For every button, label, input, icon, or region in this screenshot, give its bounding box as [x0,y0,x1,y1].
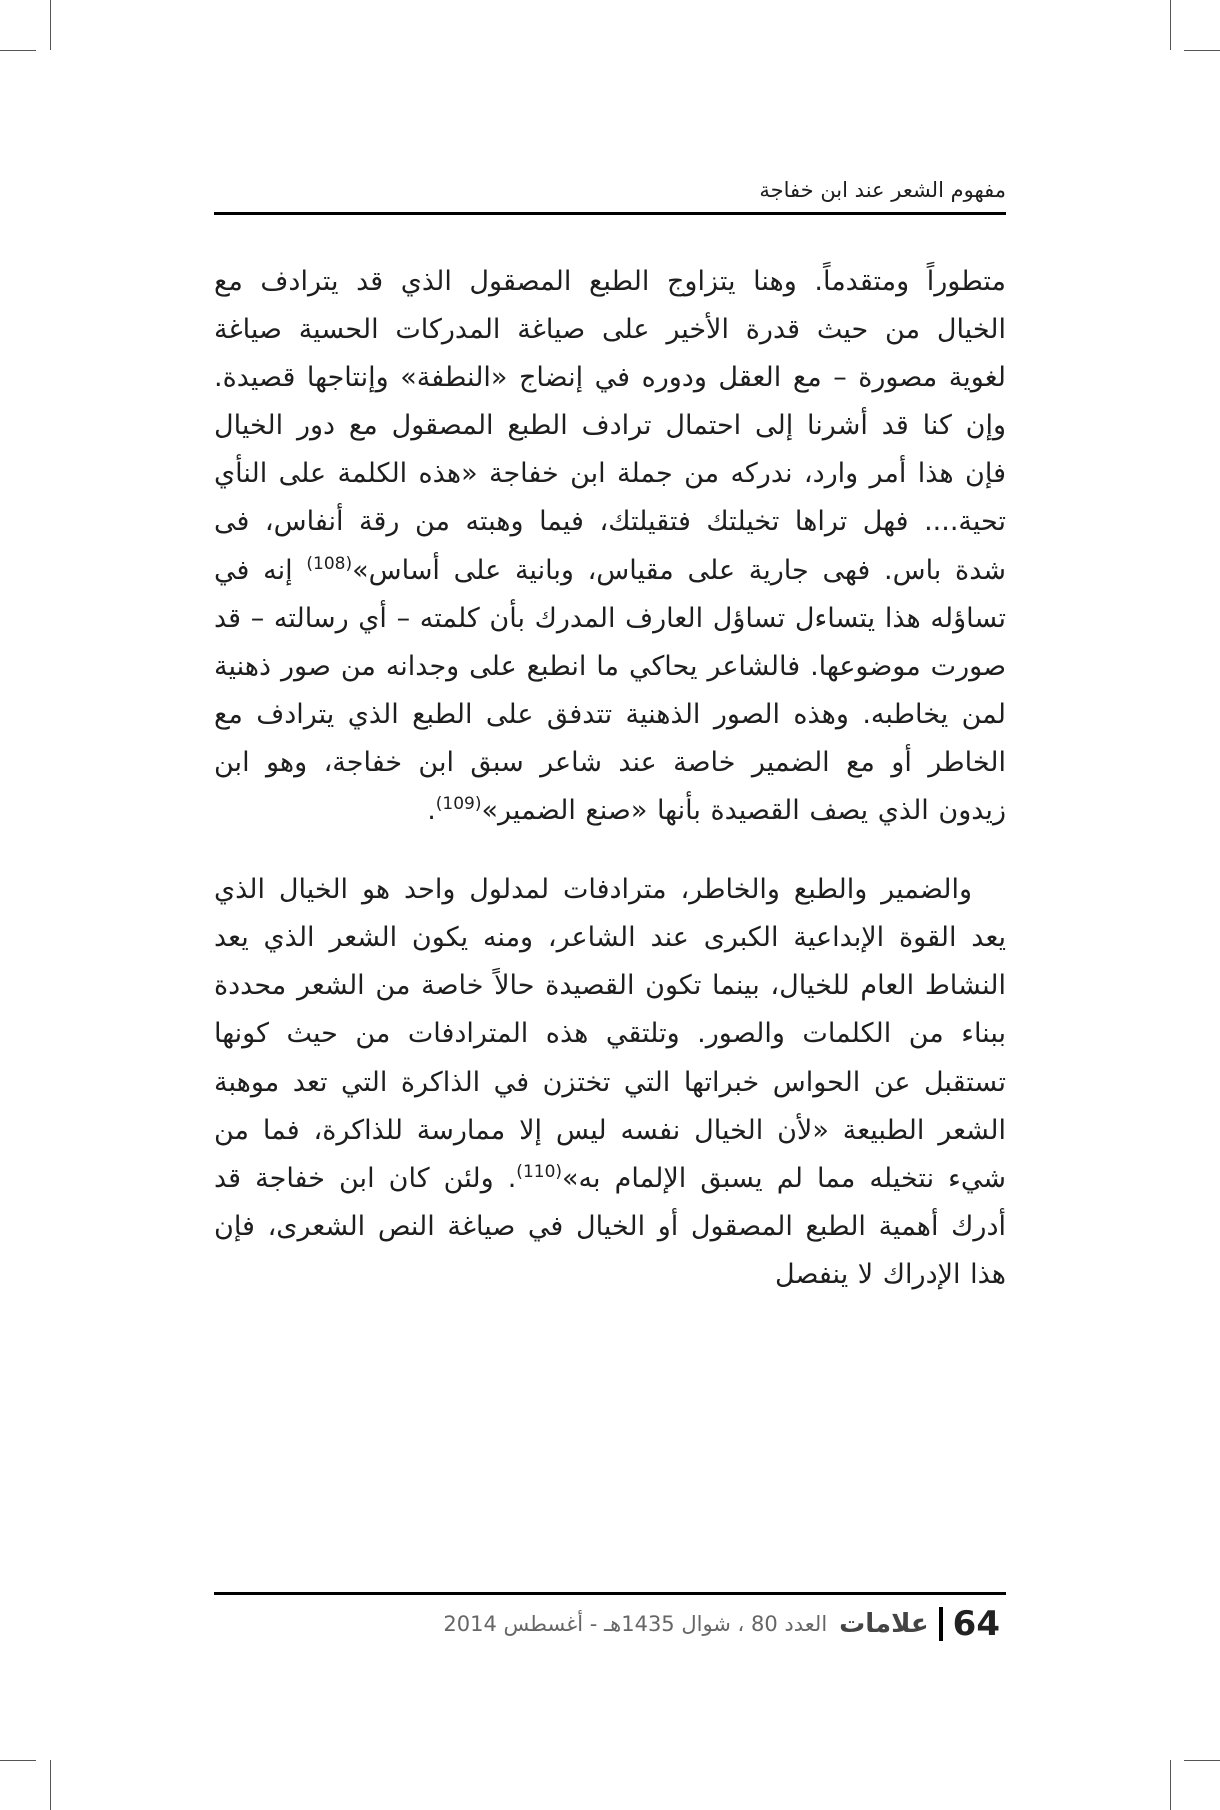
paragraph [214,258,1006,835]
page-body [214,258,1006,1299]
running-header [214,172,1006,212]
crop-mark [0,1760,36,1761]
paragraph-text: إنه في تساؤله هذا يتساءل تساؤل العارف المدرك بأن كلمته – أي رسالته – قد صورت موضوعها. فالشاعر يحاكي ما انطبع على وجدانه من صور ذهنية لمن يخاطبه. وهذه الصور الذهنية تتدفق على الطبع الذي يترادف مع الخاطر أو مع الضمير خاصة عند شاعر سبق ابن خفاجة، وهو ابن زيدون الذي يصف القصيدة بأنها «صنع الضمير» [214,554,1006,827]
paragraph-text: . [427,795,436,827]
magazine-logo: علامات [839,1609,929,1639]
paragraph-text: متطوراً ومتقدماً. وهنا يتزاوج الطبع المصقول الذي قد يترادف مع الخيال من حيث قدرة الأخير على صياغة المدركات الحسية صياغة لغوية مصورة – مع العقل ودوره في إنضاج «النطفة» وإنتاجها قصيدة. وإن كنا قد أشرنا إلى احتمال ترادف الطبع المصقول مع دور الخيال فإن هذا أمر وارد، ندركه من جملة ابن خفاجة «هذه الكلمة على النأي تحية.... فهل تراها تخيلتك فتقيلتك، فيما وهبته من رقة أنفاس، فى شدة باس. فهى جارية على مقياس، وبانية على أساس» [214,266,1006,586]
paragraph-text: . ولئن كان ابن خفاجة قد أدرك أهمية الطبع المصقول أو الخيال في صياغة النص الشعرى، فإن هذا الإدراك لا ينفصل [214,1162,1006,1290]
crop-mark [1170,0,1171,50]
crop-mark [50,0,51,50]
crop-mark [50,1760,51,1810]
footnote-marker: (110) [516,1161,563,1182]
footnote-marker: (109) [435,794,482,815]
footnote-marker: (108) [306,553,353,574]
page-number: 64 [952,1604,1000,1644]
footer-rule [214,1592,1006,1595]
crop-mark [0,50,36,51]
crop-mark [1184,1760,1220,1761]
crop-mark [1184,50,1220,51]
issue-info: العدد 80 ، شوال 1435هـ - أغسطس 2014 [443,1612,828,1636]
page-footer [380,1600,1000,1648]
running-header-title: مفهوم الشعر عند ابن خفاجة [759,178,1006,202]
paragraph [214,866,1006,1299]
crop-mark [1170,1760,1171,1810]
footer-separator [939,1607,943,1641]
header-rule [214,212,1006,215]
paragraph-text: والضمير والطبع والخاطر، مترادفات لمدلول واحد هو الخيال الذي يعد القوة الإبداعية الكبرى عند الشاعر، ومنه يكون الشعر الذي يعد النشاط العام للخيال، بينما تكون القصيدة حالاً خاصة من الشعر محددة ببناء من الكلمات والصور. وتلتقي هذه المترادفات من حيث كونها تستقبل عن الحواس خبراتها التي تختزن في الذاكرة التي تعد موهبة الشعر الطبيعة «لأن الخيال نفسه ليس إلا ممارسة للذاكرة، فما من شيء نتخيله مما لم يسبق الإلمام به» [214,874,1006,1194]
